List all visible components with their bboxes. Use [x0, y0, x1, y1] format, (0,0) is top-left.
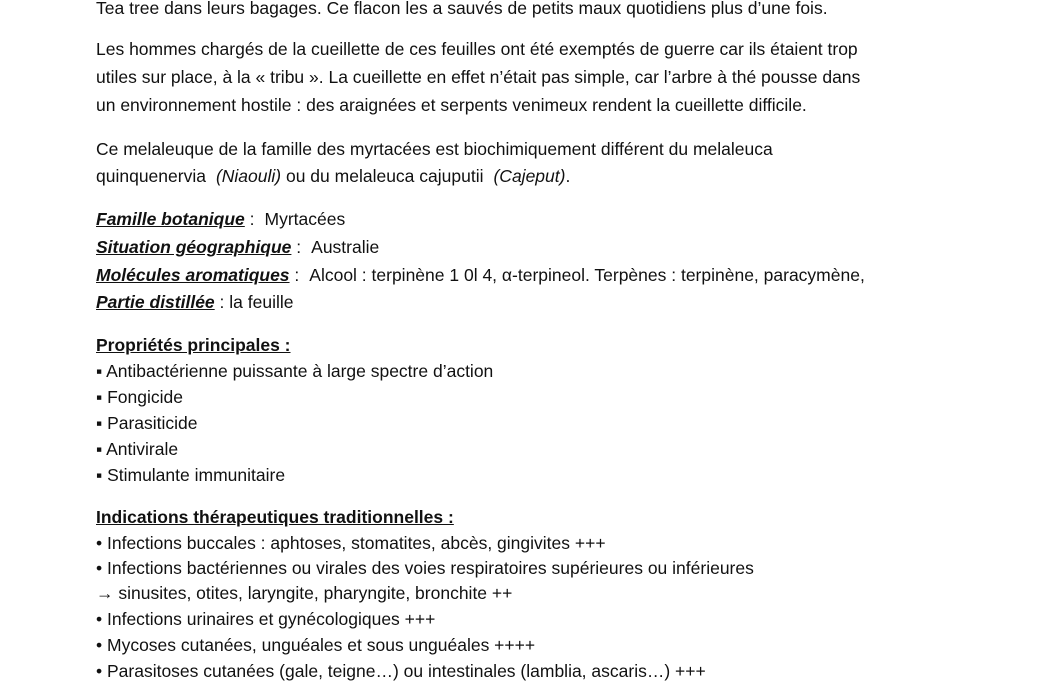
indication-item: • Infections urinaires et gynécologiques +++: [96, 609, 436, 629]
paragraph-line: Les hommes chargés de la cueillette de ces feuilles ont été exemptés de guerre car ils étaient trop: [96, 39, 858, 59]
property-item: ▪ Antibactérienne puissante à large spectre d’action: [96, 361, 494, 381]
species-name: quinquenervia: [96, 166, 206, 186]
period: .: [565, 166, 571, 186]
fact-label: Situation géographique: [96, 237, 292, 257]
common-name-cajeput: (Cajeput): [493, 166, 566, 186]
indications-heading: Indications thérapeutiques traditionnelles :: [96, 507, 454, 527]
fact-value: Australie: [311, 237, 380, 257]
fact-row: [96, 236, 379, 258]
property-item: ▪ Fongicide: [96, 387, 183, 407]
fact-label: Partie distillée: [96, 292, 215, 312]
fact-value: la feuille: [229, 292, 294, 312]
indication-item: • Infections buccales : aphtoses, stomatites, abcès, gingivites +++: [96, 533, 606, 553]
property-item: ▪ Antivirale: [96, 439, 179, 459]
fact-row: [96, 264, 865, 286]
fact-value: Alcool : terpinène 1 0l 4, α-terpineol. Terpènes : terpinène, paracymène,: [309, 265, 865, 285]
common-name-niaouli: (Niaouli): [215, 166, 282, 186]
fact-row: [96, 291, 294, 313]
fact-row: [96, 208, 345, 230]
properties-heading: Propriétés principales :: [96, 335, 291, 355]
property-item: ▪ Stimulante immunitaire: [96, 465, 286, 485]
indication-item: • Mycoses cutanées, unguéales et sous unguéales ++++: [96, 635, 536, 655]
indication-item: → sinusites, otites, laryngite, pharyngite, bronchite ++: [96, 583, 513, 603]
property-item: ▪ Parasiticide: [96, 413, 198, 433]
paragraph-line: Ce melaleuque de la famille des myrtacées est biochimiquement différent du melaleuca: [96, 139, 773, 159]
indication-item: • Parasitoses cutanées (gale, teigne…) ou intestinales (lamblia, ascaris…) +++: [96, 661, 706, 681]
fact-label: Famille botanique: [96, 209, 245, 229]
intro-line: Tea tree dans leurs bagages. Ce flacon les a sauvés de petits maux quotidiens plus d’une fois.: [96, 0, 828, 18]
paragraph-line: utiles sur place, à la « tribu ». La cueillette en effet n’était pas simple, car l’arbre à thé pousse dans: [96, 67, 861, 87]
fact-separator: :: [291, 237, 302, 257]
species-text: ou du melaleuca cajuputii: [285, 166, 484, 186]
indication-item: • Infections bactériennes ou virales des voies respiratoires supérieures ou inférieures: [96, 558, 754, 578]
fact-label: Molécules aromatiques: [96, 265, 290, 285]
fact-separator: :: [244, 209, 255, 229]
paragraph-line: un environnement hostile : des araignées et serpents venimeux rendent la cueillette difficile.: [96, 95, 807, 115]
paragraph-line: [96, 165, 570, 187]
fact-separator: :: [289, 265, 300, 285]
fact-separator: :: [214, 292, 225, 312]
fact-value: Myrtacées: [264, 209, 346, 229]
